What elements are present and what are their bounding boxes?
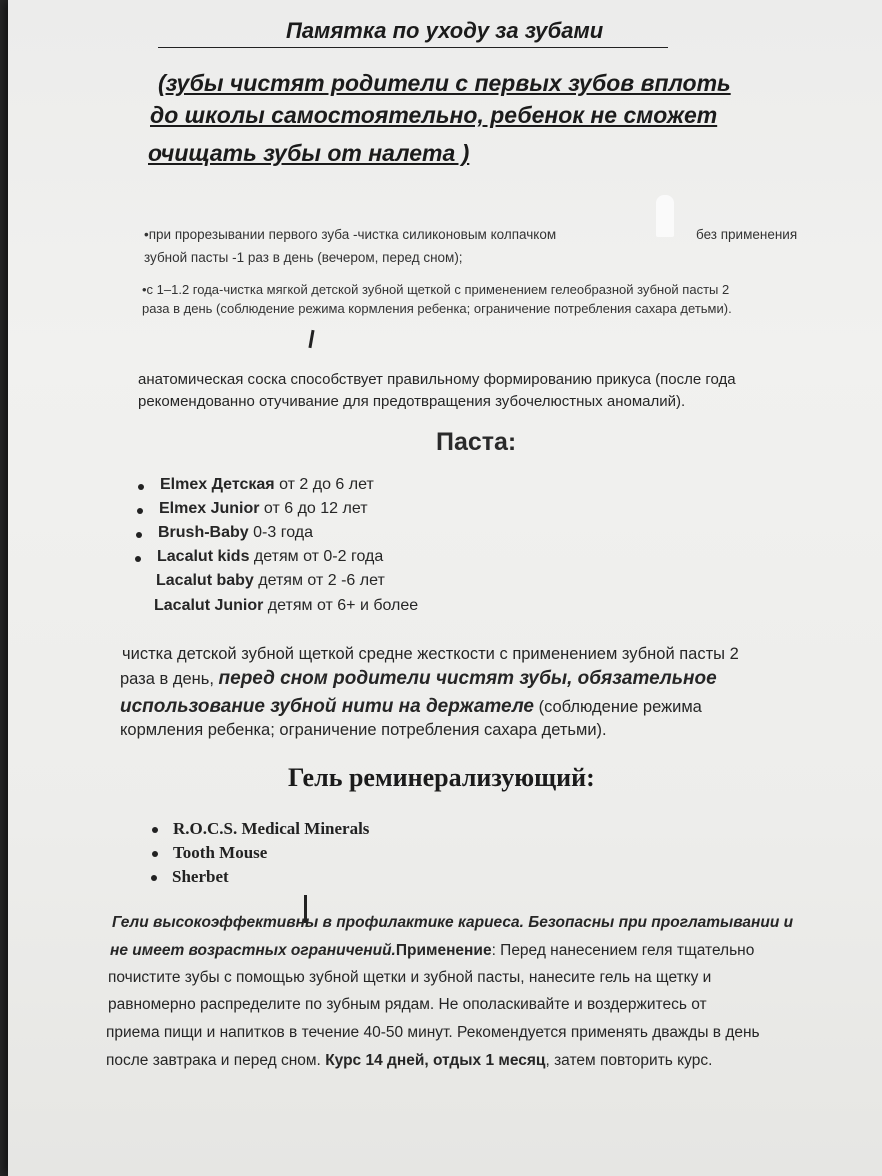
brushing-line-4: кормления ребенка; ограничение потребления сахара детьми). — [120, 721, 607, 739]
gel-info-line-4: равномерно распределите по зубным рядам. Не ополаскивайте и воздержитесь от — [108, 996, 707, 1013]
paste-item: Brush-Baby 0-3 года — [158, 524, 313, 541]
silicone-cap-image — [656, 195, 674, 237]
brushing-line-2: раза в день, перед сном родители чистят зубы, обязательное — [120, 668, 717, 689]
gel-bullet — [152, 851, 158, 857]
subtitle-line-2: до школы самостоятельно, ребенок не сможет — [150, 102, 718, 128]
paste-item: Elmex Junior от 6 до 12 лет — [159, 500, 368, 517]
brushing-line-1: чистка детской зубной щеткой средне жесткости с применением зубной пасты 2 — [122, 645, 739, 663]
title-underline — [158, 47, 668, 48]
paste-bullet — [137, 508, 143, 514]
gel-info-line-3: почистите зубы с помощью зубной щетки и зубной пасты, нанесите гель на щетку и — [108, 969, 712, 986]
gel-info-line-2: не имеет возрастных ограничений.Применение: Перед нанесением геля тщательно — [110, 942, 755, 959]
intro-line-1a: •при прорезывании первого зуба -чистка силиконовым колпачком — [144, 227, 557, 242]
paste-bullet — [136, 532, 142, 538]
gel-info-line-6: после завтрака и перед сном. Курс 14 дней, отдых 1 месяц, затем повторить курс. — [106, 1052, 713, 1069]
gel-item: Sherbet — [172, 867, 229, 886]
intro-line-1b: без применения — [696, 227, 798, 242]
ink-mark — [308, 330, 314, 348]
document-page — [8, 0, 882, 1176]
intro-line-4: раза в день (соблюдение режима кормления ребенка; ограничение потребления сахара детьми). — [142, 301, 732, 316]
paste-bullet — [135, 556, 141, 562]
brushing-line-3: использование зубной нити на держателе (соблюдение режима — [120, 696, 702, 717]
subtitle-line-1: (зубы чистят родители с первых зубов вплоть — [158, 70, 731, 96]
gel-info-line-1: Гели высокоэффективны в профилактике кариеса. Безопасны при проглатывании и — [112, 914, 794, 931]
gel-bullet — [151, 875, 157, 881]
gel-item: Tooth Mouse — [173, 843, 268, 862]
paste-item: Lacalut Junior детям от 6+ и более — [154, 597, 419, 614]
document-title: Памятка по уходу за зубами — [286, 18, 604, 43]
paste-item: Elmex Детская от 2 до 6 лет — [160, 476, 374, 493]
gel-item: R.O.C.S. Medical Minerals — [173, 819, 370, 838]
nipple-line-2: рекомендованно отучивание для предотвращения зубочелюстных аномалий). — [138, 393, 686, 410]
subtitle-line-3: очищать зубы от налета ) — [148, 140, 470, 166]
intro-line-3: •с 1–1.2 года-чистка мягкой детской зубной щеткой с применением гелеобразной зубной пасты 2 — [142, 282, 730, 297]
paste-bullet — [138, 484, 144, 490]
gel-info-line-5: приема пищи и напитков в течение 40-50 минут. Рекомендуется применять дважды в день — [106, 1024, 760, 1041]
paste-heading: Паста: — [436, 428, 517, 456]
paste-item: Lacalut baby детям от 2 -6 лет — [156, 572, 385, 589]
nipple-line-1: анатомическая соска способствует правильному формированию прикуса (после года — [138, 371, 736, 388]
intro-line-2: зубной пасты -1 раз в день (вечером, перед сном); — [144, 250, 463, 265]
gel-bullet — [152, 827, 158, 833]
paste-item: Lacalut kids детям от 0-2 года — [157, 548, 384, 565]
gel-heading: Гель реминерализующий: — [288, 763, 595, 792]
